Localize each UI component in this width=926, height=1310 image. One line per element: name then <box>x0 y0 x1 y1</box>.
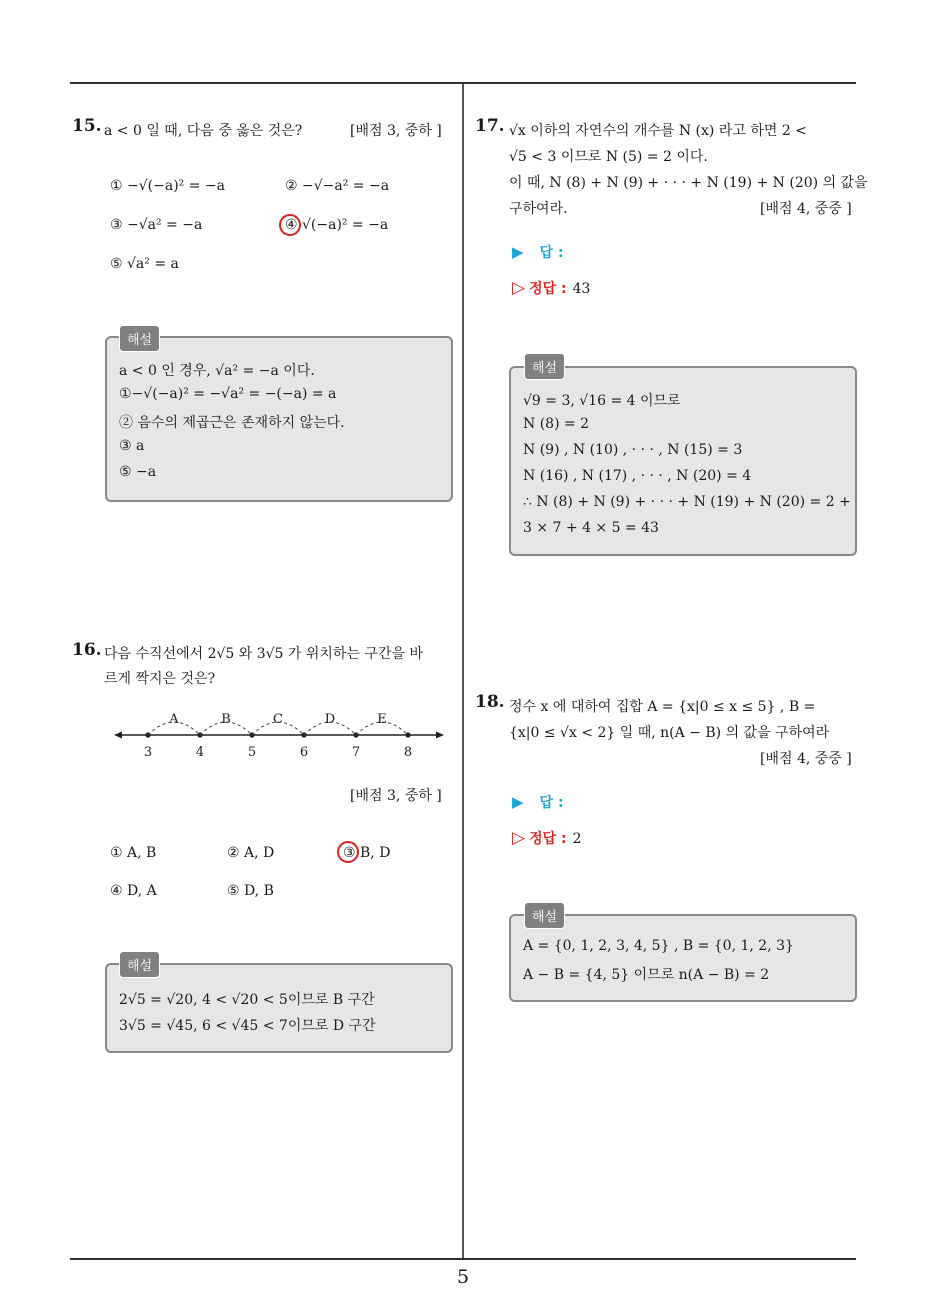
number-line-diagram <box>112 700 452 762</box>
arrow-right-icon <box>436 732 444 739</box>
page-number: 5 <box>456 1266 470 1288</box>
answer-label: 답 : <box>539 245 564 261</box>
choice-3[interactable]: ③ −√a² = −a <box>110 217 203 233</box>
tick-label: 6 <box>299 745 309 760</box>
answer-label: 답 : <box>539 795 564 811</box>
explanation-line: N (16) , N (17) , · · · , N (20) = 4 <box>523 468 752 484</box>
explanation-line: 2√5 = √20, 4 < √20 < 5이므로 B 구간 <box>119 992 375 1008</box>
bottom-rule <box>70 1258 856 1260</box>
selected-answer-circle <box>337 841 359 863</box>
question-stem: 다음 수직선에서 2√5 와 3√5 가 위치하는 구간을 바 <box>104 646 423 662</box>
score-info: [배점 3, 중하 ] <box>350 123 442 139</box>
correct-answer-label: 정답 : <box>529 281 567 297</box>
explanation-line: √9 = 3, √16 = 4 이므로 <box>523 393 681 409</box>
explanation-line: 3 × 7 + 4 × 5 = 43 <box>523 520 659 536</box>
explanation-line: N (9) , N (10) , · · · , N (15) = 3 <box>523 442 743 458</box>
tick-label: 5 <box>247 745 257 760</box>
play-icon: ▶ <box>512 793 524 811</box>
explanation-line: ③ a <box>119 438 145 454</box>
interval-label: E <box>377 712 387 727</box>
question-number: 17. <box>475 116 505 136</box>
choice-4[interactable]: ④ D, A <box>110 883 157 899</box>
triangle-outline-icon: ▷ <box>512 828 526 848</box>
question-number: 18. <box>475 692 505 712</box>
interval-label: A <box>169 712 179 727</box>
explanation-tag: 해설 <box>119 951 160 978</box>
interval-label: D <box>324 712 336 727</box>
choice-2[interactable]: ② −√−a² = −a <box>285 178 390 194</box>
explanation-tag: 해설 <box>524 902 565 929</box>
number-line-point <box>405 732 410 737</box>
column-divider <box>462 84 464 1258</box>
explanation-line: N (8) = 2 <box>523 416 590 432</box>
explanation-line: ⑤ −a <box>119 464 157 480</box>
score-info: [배점 4, 중중 ] <box>760 201 852 217</box>
choice-1[interactable]: ① A, B <box>110 845 157 861</box>
play-icon: ▶ <box>512 243 524 261</box>
choice-5[interactable]: ⑤ √a² = a <box>110 256 179 272</box>
answer-row <box>512 792 564 812</box>
explanation-line: ∴ N (8) + N (9) + · · · + N (19) + N (20) = 2 + <box>523 494 851 510</box>
explanation-line: a < 0 인 경우, √a² = −a 이다. <box>119 363 315 379</box>
explanation-line: A − B = {4, 5} 이므로 n(A − B) = 2 <box>523 967 770 983</box>
triangle-outline-icon: ▷ <box>512 278 526 298</box>
selected-answer-circle <box>279 214 301 236</box>
choice-4[interactable]: ④ √(−a)² = −a <box>285 217 389 233</box>
interval-label: C <box>273 712 283 727</box>
question-stem: √x 이하의 자연수의 개수를 N (x) 라고 하면 2 < <box>509 123 807 139</box>
correct-answer-row <box>512 828 582 848</box>
choice-3[interactable]: ③ B, D <box>343 845 391 861</box>
question-stem: 르게 짝지은 것은? <box>104 671 216 687</box>
score-info: [배점 4, 중중 ] <box>760 751 852 767</box>
answer-row <box>512 242 564 262</box>
explanation-line: A = {0, 1, 2, 3, 4, 5} , B = {0, 1, 2, 3} <box>523 938 794 954</box>
correct-answer-value: 43 <box>572 281 591 297</box>
question-stem: 이 때, N (8) + N (9) + · · · + N (19) + N (20) 의 값을 <box>509 175 868 191</box>
question-stem: {x|0 ≤ √x < 2} 일 때, n(A − B) 의 값을 구하여라 <box>509 725 830 741</box>
correct-answer-value: 2 <box>572 831 582 847</box>
interval-label: B <box>221 712 231 727</box>
choice-1[interactable]: ① −√(−a)² = −a <box>110 178 225 194</box>
explanation-tag: 해설 <box>524 353 565 380</box>
explanation-line: 3√5 = √45, 6 < √45 < 7이므로 D 구간 <box>119 1018 376 1034</box>
question-stem: √5 < 3 이므로 N (5) = 2 이다. <box>509 149 708 165</box>
explanation-box <box>509 366 857 556</box>
question-number: 15. <box>72 116 102 136</box>
explanation-box <box>105 336 453 502</box>
score-info: [배점 3, 중하 ] <box>350 788 442 804</box>
question-number: 16. <box>72 640 102 660</box>
explanation-line: ①−√(−a)² = −√a² = −(−a) = a <box>119 386 337 402</box>
tick-label: 4 <box>195 745 205 760</box>
correct-answer-row <box>512 278 590 298</box>
explanation-line: ② 음수의 제곱근은 존재하지 않는다. <box>119 415 345 431</box>
question-stem: 정수 x 에 대하여 집합 A = {x|0 ≤ x ≤ 5} , B = <box>509 699 816 715</box>
choice-2[interactable]: ② A, D <box>227 845 275 861</box>
tick-label: 3 <box>143 745 153 760</box>
correct-answer-label: 정답 : <box>529 831 567 847</box>
question-stem: a < 0 일 때, 다음 중 옳은 것은? <box>104 123 303 139</box>
tick-label: 8 <box>403 745 413 760</box>
tick-label: 7 <box>351 745 361 760</box>
arrow-left-icon <box>114 732 122 739</box>
question-stem: 구하여라. <box>509 201 568 217</box>
choice-5[interactable]: ⑤ D, B <box>227 883 274 899</box>
explanation-tag: 해설 <box>119 325 160 352</box>
